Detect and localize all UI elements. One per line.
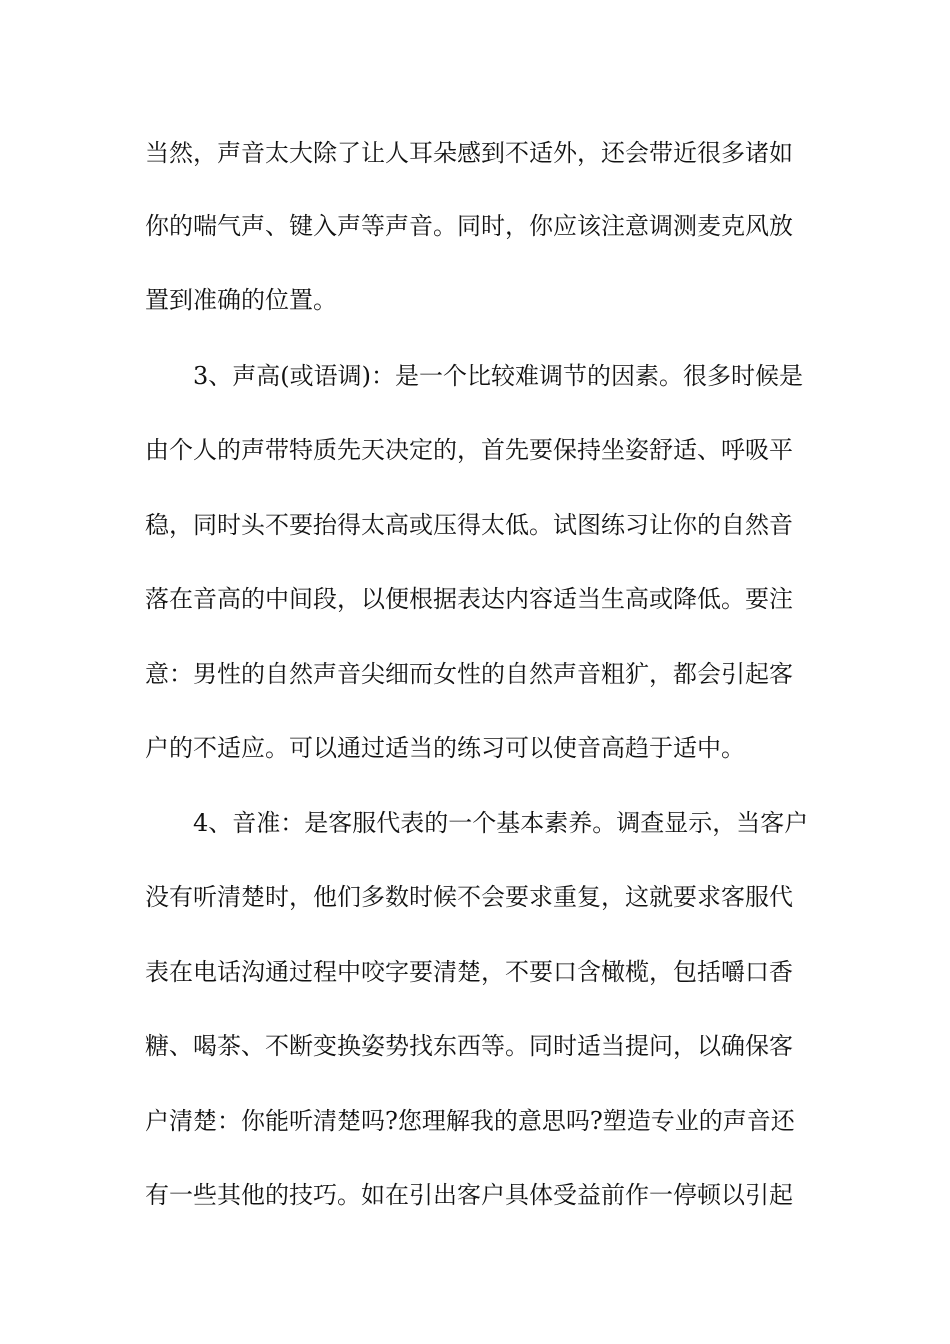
text-line: 稳，同时头不要抬得太高或压得太低。试图练习让你的自然音 [145, 511, 793, 539]
text-line: 户清楚：你能听清楚吗?您理解我的意思吗?塑造专业的声音还 [145, 1107, 795, 1135]
text-line: 户的不适应。可以通过适当的练习可以使音高趋于适中。 [145, 734, 745, 762]
text-line: 置到准确的位置。 [145, 286, 337, 314]
text-line: 意：男性的自然声音尖细而女性的自然声音粗犷，都会引起客 [145, 660, 793, 688]
text-line: 由个人的声带特质先天决定的，首先要保持坐姿舒适、呼吸平 [145, 436, 793, 464]
paragraph-start-line: 3、声高(或语调)：是一个比较难调节的因素。很多时候是 [193, 362, 803, 390]
text-line: 有一些其他的技巧。如在引出客户具体受益前作一停顿以引起 [145, 1181, 793, 1209]
text-line: 糖、喝茶、不断变换姿势找东西等。同时适当提问，以确保客 [145, 1032, 793, 1060]
text-line: 表在电话沟通过程中咬字要清楚，不要口含橄榄，包括嚼口香 [145, 958, 793, 986]
text-line: 当然，声音太大除了让人耳朵感到不适外，还会带近很多诸如 [145, 139, 793, 167]
text-line: 没有听清楚时，他们多数时候不会要求重复，这就要求客服代 [145, 883, 793, 911]
paragraph-start-line: 4、音准：是客服代表的一个基本素养。调查显示，当客户 [193, 809, 809, 837]
text-line: 落在音高的中间段，以便根据表达内容适当生高或降低。要注 [145, 585, 793, 613]
text-line: 你的喘气声、键入声等声音。同时，你应该注意调测麦克风放 [145, 212, 793, 240]
